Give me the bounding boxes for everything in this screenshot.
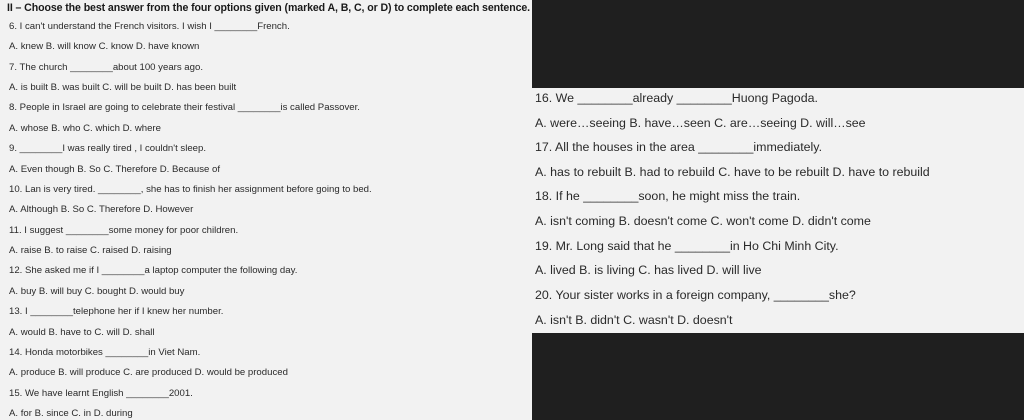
options-7: A. is built B. was built C. will be built D. has been built [9, 82, 237, 93]
options-10: A. Although B. So C. Therefore D. However [9, 204, 194, 215]
question-16: 16. We ________already ________Huong Pagoda. [535, 91, 818, 105]
options-15: A. for B. since C. in D. during [9, 408, 133, 419]
question-12: 12. She asked me if I ________a laptop computer the following day. [9, 265, 298, 276]
question-13: 13. I ________telephone her if I knew her number. [9, 306, 224, 317]
right-worksheet-page [531, 88, 1024, 333]
question-18: 18. If he ________soon, he might miss the train. [535, 189, 801, 203]
options-14: A. produce B. will produce C. are produced D. would be produced [9, 367, 288, 378]
question-7: 7. The church ________about 100 years ago. [9, 62, 203, 73]
options-12: A. buy B. will buy C. bought D. would buy [9, 286, 185, 297]
options-17: A. has to rebuilt B. had to rebuild C. have to be rebuilt D. have to rebuild [535, 165, 930, 179]
question-6: 6. I can't understand the French visitors. I wish I ________French. [9, 21, 290, 32]
options-6: A. knew B. will know C. know D. have known [9, 41, 200, 52]
question-11: 11. I suggest ________some money for poor children. [9, 225, 239, 236]
options-20: A. isn't B. didn't C. wasn't D. doesn't [535, 313, 733, 327]
options-13: A. would B. have to C. will D. shall [9, 327, 155, 338]
options-19: A. lived B. is living C. has lived D. will live [535, 263, 762, 277]
question-10: 10. Lan is very tired. ________, she has to finish her assignment before going to bed. [9, 184, 372, 195]
section-heading: II – Choose the best answer from the four options given (marked A, B, C, or D) to complete each sentence. [7, 2, 531, 14]
options-8: A. whose B. who C. which D. where [9, 123, 161, 134]
question-17: 17. All the houses in the area ________immediately. [535, 140, 823, 154]
question-9: 9. ________I was really tired , I couldn't sleep. [9, 143, 207, 154]
options-18: A. isn't coming B. doesn't come C. won't come D. didn't come [535, 214, 871, 228]
question-19: 19. Mr. Long said that he ________in Ho Chi Minh City. [535, 239, 839, 253]
question-20: 20. Your sister works in a foreign company, ________she? [535, 288, 856, 302]
options-16: A. were…seeing B. have…seen C. are…seeing D. will…see [535, 116, 866, 130]
question-14: 14. Honda motorbikes ________in Viet Nam. [9, 347, 201, 358]
options-11: A. raise B. to raise C. raised D. raising [9, 245, 172, 256]
question-15: 15. We have learnt English ________2001. [9, 388, 193, 399]
question-8: 8. People in Israel are going to celebrate their festival ________is called Passover. [9, 102, 360, 113]
options-9: A. Even though B. So C. Therefore D. Because of [9, 164, 221, 175]
